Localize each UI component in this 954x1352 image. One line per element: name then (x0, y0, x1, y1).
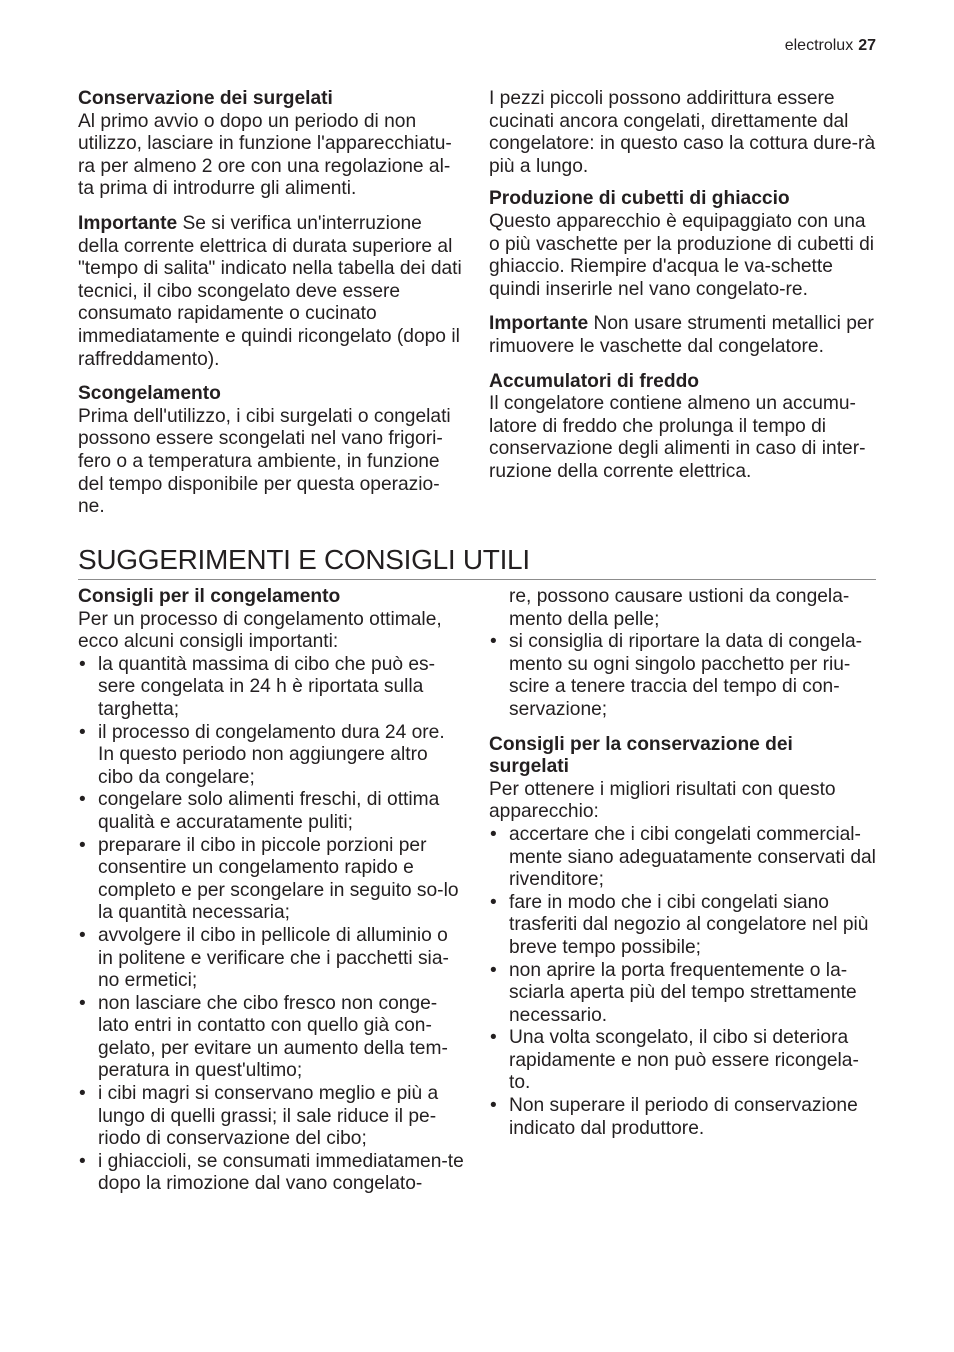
list-item: • i ghiaccioli, se consumati immediatamen-te dopo la rimozione dal vano congelato- (78, 1151, 465, 1196)
heading-consigli-conservazione: Consigli per la conservazione dei surgelati (489, 733, 793, 778)
list-item: • la quantità massima di cibo che può es-sere congelata in 24 h è riportata sulla targhetta; (78, 654, 465, 722)
bottom-right-column (489, 586, 876, 1140)
top-right-column (489, 88, 876, 484)
paragraph-primo-avvio: Al primo avvio o dopo un periodo di non utilizzo, lasciare in funzione l'apparecchiatu-ra per almeno 2 ore con una regolazione al-ta prima di introdurre gli alimenti. (78, 110, 452, 200)
list-item: • preparare il cibo in piccole porzioni per consentire un congelamento rapido e completo e per scongelare in seguito so-lo la quantità necessaria; (78, 835, 465, 925)
section-title: SUGGERIMENTI E CONSIGLI UTILI (78, 543, 876, 580)
list-item: • non lasciare che cibo fresco non conge-lato entri in contatto con quello già con-gelato, per evitare un aumento della tem-peratura in quest'ultimo; (78, 993, 465, 1083)
page-number: 27 (858, 37, 876, 54)
importante-text: Non usare strumenti metallici per rimuovere le vaschette dal congelatore. (489, 313, 874, 357)
paragraph-cubetti: Questo apparecchio è equipaggiato con una o più vaschette per la produzione di cubetti di ghiaccio. Riempire d'acqua le va-schette quindi inserirle nel vano congelato-re. (489, 210, 875, 300)
paragraph-scongelamento: Prima dell'utilizzo, i cibi surgelati o congelati possono essere scongelati nel vano frigori-fero o a temperatura ambiente, in funzione del tempo disponibile per questa operazio-ne. (78, 405, 451, 518)
importante-label: Importante (78, 212, 178, 234)
list-item-continuation: re, possono causare ustioni da congela-mento della pelle; (509, 586, 850, 630)
heading-conservazione: Conservazione dei surgelati (78, 88, 333, 109)
list-item: • congelare solo alimenti freschi, di ottima qualità e accuratamente puliti; (78, 789, 465, 834)
importante-text: Se si verifica un'interruzione della corrente elettrica di durata superiore al "tempo di salita" indicato nella tabella dei dati tecnici, il cibo scongelato deve essere consumato rapidamente o cucinato immediatamente e quindi ricongelato (dopo il raffreddamento). (78, 212, 462, 370)
heading-accumulatori: Accumulatori di freddo (489, 370, 700, 392)
paragraph-intro-congelamento: Per un processo di congelamento ottimale, ecco alcuni consigli importanti: (78, 608, 442, 653)
page-header (785, 36, 876, 56)
list-continuation (489, 586, 876, 722)
brand-name: electrolux (784, 37, 854, 54)
paragraph-importante-metallici (489, 313, 876, 358)
list-item: • avvolgere il cibo in pellicole di alluminio o in politene e verificare che i pacchetti sia-no ermetici; (78, 925, 465, 993)
list-item: • Non superare il periodo di conservazione indicato dal produttore. (489, 1095, 876, 1140)
top-left-column (78, 88, 465, 519)
list-item: • i cibi magri si conservano meglio e più a lungo di quelli grassi; il sale riduce il pe-riodo di conservazione del cibo; (78, 1083, 465, 1151)
list-item: • Una volta scongelato, il cibo si deteriora rapidamente e non può essere ricongela-to. (489, 1027, 876, 1095)
list-consigli-conservazione (489, 824, 876, 1140)
paragraph-intro-conservazione: Per ottenere i migliori risultati con questo apparecchio: (489, 778, 836, 823)
list-item: • fare in modo che i cibi congelati siano trasferiti dal negozio al congelatore nel più breve tempo possibile; (489, 892, 876, 960)
heading-cubetti-ghiaccio: Produzione di cubetti di ghiaccio (489, 188, 790, 210)
list-item: • il processo di congelamento dura 24 ore. In questo periodo non aggiungere altro cibo da congelare; (78, 722, 465, 790)
paragraph-pezzi-piccoli: I pezzi piccoli possono addirittura essere cucinati ancora congelati, direttamente dal congelatore: in questo caso la cottura dure-rà più a lungo. (489, 88, 876, 177)
paragraph-accumulatori: Il congelatore contiene almeno un accumu-latore di freddo che prolunga il tempo di conservazione degli alimenti in caso di inter-ruzione della corrente elettrica. (489, 393, 866, 482)
heading-scongelamento: Scongelamento (78, 383, 221, 405)
bottom-left-column (78, 586, 465, 1196)
heading-consigli-congelamento: Consigli per il congelamento (78, 586, 341, 607)
list-item: • non aprire la porta frequentemente o la-sciarla aperta più del tempo strettamente necessario. (489, 960, 876, 1028)
list-consigli-congelamento (78, 654, 465, 1196)
list-item: • accertare che i cibi congelati commercial-mente siano adeguatamente conservati dal rivenditore; (489, 824, 876, 892)
paragraph-importante-interruzione (78, 213, 465, 371)
importante-label: Importante (489, 313, 589, 335)
list-item: • si consiglia di riportare la data di congela-mento su ogni singolo pacchetto per riu-scire a tenere traccia del tempo di con-servazione; (489, 631, 876, 721)
